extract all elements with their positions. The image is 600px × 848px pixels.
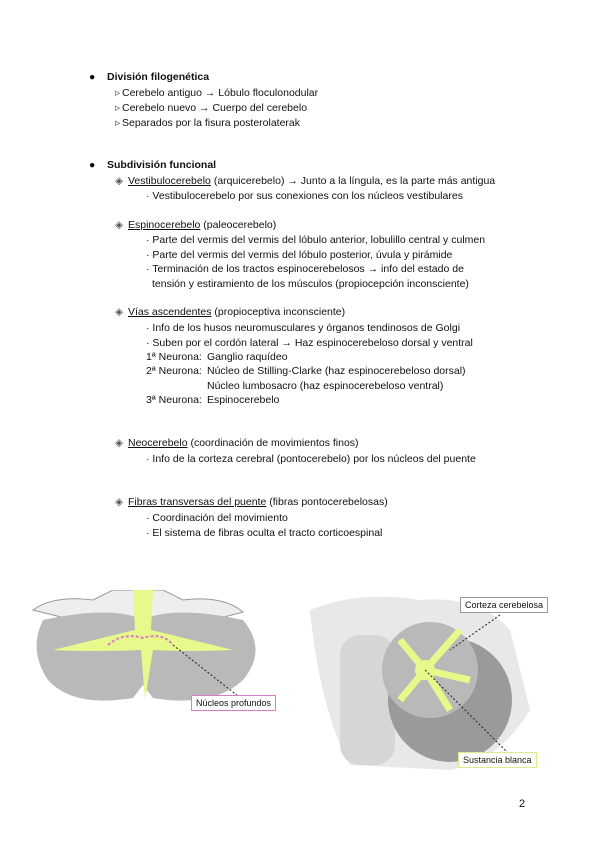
triangle-bullet-icon: ▹ [115,87,121,99]
neuron-value: Núcleo de Stilling-Clarke (haz espinocerebeloso dorsal) [207,365,466,377]
list-item: · Info de los husos neuromusculares y órganos tendinosos de Golgi [146,322,461,334]
triangle-bullet-icon: ▹ [115,102,121,114]
subsection-heading: Fibras transversas del puente (fibras pontocerebelosas) [128,496,388,508]
subsection-heading: Espinocerebelo (paleocerebelo) [128,219,277,231]
diamond-bullet-icon: ◈ [115,219,124,231]
neuron-label: 2ª Neurona: [146,365,202,377]
neuron-value: Núcleo lumbosacro (haz espinocerebeloso ventral) [207,380,444,392]
page-number: 2 [519,798,526,810]
diamond-bullet-icon: ◈ [115,496,124,508]
diamond-bullet-icon: ◈ [115,306,124,318]
neuron-value: Espinocerebelo [207,394,280,406]
neuron-label: 3ª Neurona: [146,394,202,406]
bullet-icon: ● [89,71,96,83]
list-item: · Parte del vermis del vermis del lóbulo posterior, úvula y pirámide [146,249,453,261]
list-item: · Terminación de los tractos espinocerebelosos → info del estado de [146,263,464,275]
list-item: Separados por la fisura posterolaterak [122,117,301,129]
list-item: · Vestibulocerebelo por sus conexiones con los núcleos vestibulares [146,190,463,202]
list-item: · Info de la corteza cerebral (pontocerebelo) por los núcleos del puente [146,453,476,465]
neuron-value: Ganglio raquídeo [207,351,288,363]
list-item: · Suben por el cordón lateral → Haz espinocerebeloso dorsal y ventral [146,337,473,349]
bullet-icon: ● [89,159,96,171]
section-title: Subdivisión funcional [107,159,217,171]
list-item: · El sistema de fibras oculta el tracto corticoespinal [146,527,383,539]
subsection-heading: Neocerebelo (coordinación de movimientos finos) [128,437,359,449]
label-corteza-cerebelosa: Corteza cerebelosa [460,597,548,613]
section-title: División filogenética [107,71,210,83]
triangle-bullet-icon: ▹ [115,117,121,129]
list-item: · Coordinación del movimiento [146,512,288,524]
list-item: Cerebelo antiguo → Lóbulo floculonodular [122,87,319,99]
neuron-label: 1ª Neurona: [146,351,202,363]
label-sustancia-blanca: Sustancia blanca [458,752,537,768]
list-item-continuation: tensión y estiramiento de los músculos (propiocepción inconsciente) [152,278,469,290]
diamond-bullet-icon: ◈ [115,175,124,187]
cerebellum-coronal-figure [13,590,278,720]
diamond-bullet-icon: ◈ [115,437,124,449]
cerebellum-sagittal-figure [300,590,555,780]
label-nucleos-profundos: Núcleos profundos [191,695,276,711]
subsection-heading: Vestibulocerebelo (arquicerebelo) → Junto a la língula, es la parte más antigua [128,175,496,187]
list-item: Cerebelo nuevo → Cuerpo del cerebelo [122,102,308,114]
subsection-heading: Vías ascendentes (propioceptiva inconsciente) [128,306,346,318]
list-item: · Parte del vermis del vermis del lóbulo anterior, lobulillo central y culmen [146,234,486,246]
